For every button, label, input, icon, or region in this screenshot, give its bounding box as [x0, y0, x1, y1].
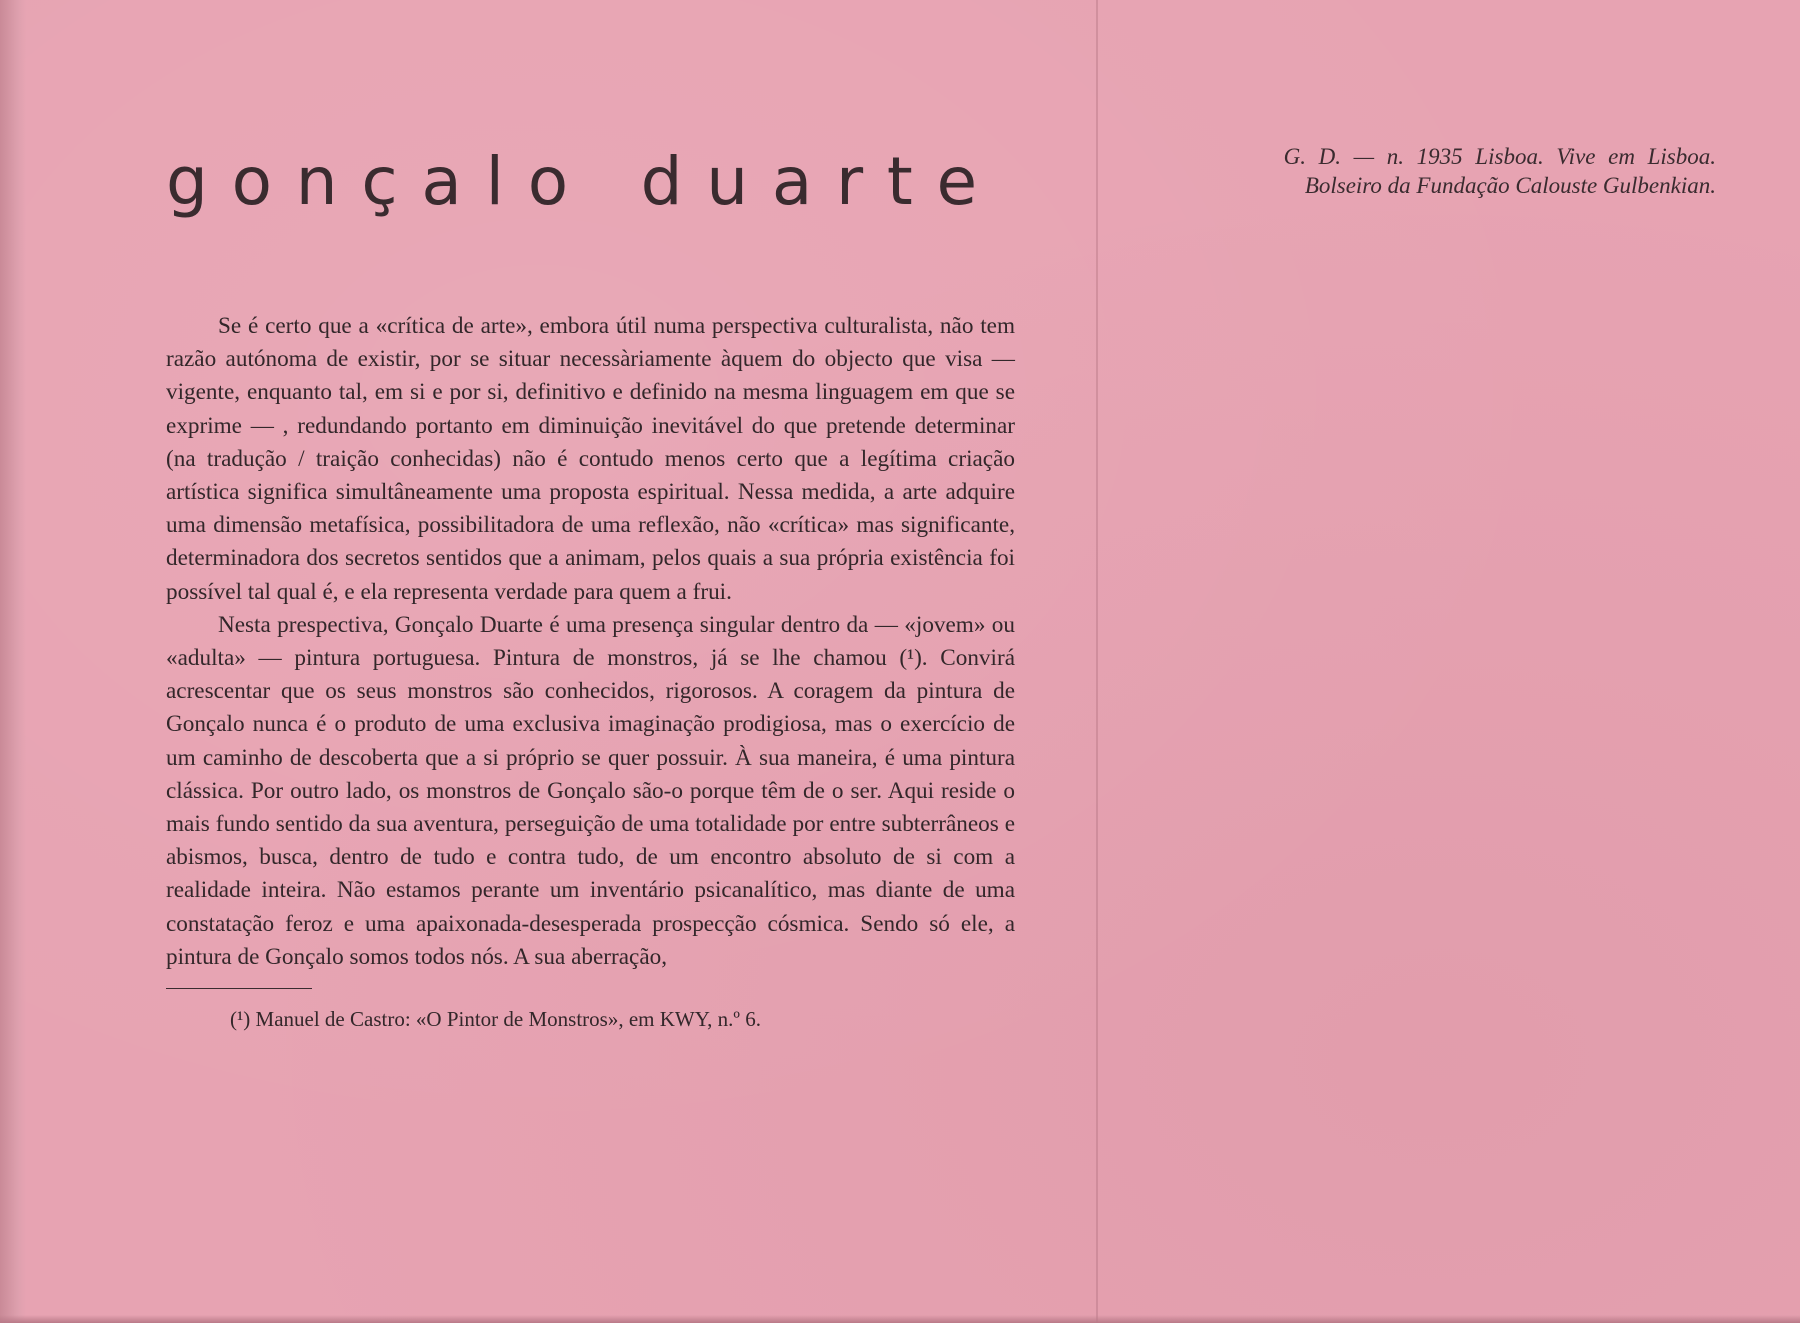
paragraph-1: Se é certo que a «crítica de arte», embora útil numa perspectiva culturalista, não tem razão autónoma de existir, por se situar necessàriamente àquem do objecto que visa — vigente, enquanto tal, em si e por si, definitivo e definido na mesma linguagem em que se exprime — , redundando portanto em diminuição inevitável do que pretende determinar (na tradução / traição conhecidas) não é contudo menos certo que a legítima criação artística significa simultâneamente uma proposta espiritual. Nessa medida, a arte adquire uma dimensão metafísica, possibilitadora de uma reflexão, não «crítica» mas significante, determinadora dos secretos sentidos que a animam, pelos quais a sua própria existência foi possível tal qual é, e ela representa verdade para quem a frui.: [166, 313, 1015, 605]
bio-line-grant: Bolseiro da Fundação Calouste Gulbenkian.: [1304, 173, 1716, 198]
article-body: [166, 310, 1015, 974]
paragraph-2: Nesta prespectiva, Gonçalo Duarte é uma presença singular dentro da — «jovem» ou «adulta» — pintura portuguesa. Pintura de monstros, já se lhe chamou (¹). Convirá acrescentar que os seus monstros são conhecidos, rigorosos. A coragem da pintura de Gonçalo nunca é o produto de uma exclusiva imaginação prodigiosa, mas o exercício de um caminho de descoberta que a si próprio se quer possuir. À sua maneira, é uma pintura clássica. Por outro lado, os monstros de Gonçalo são-o porque têm de o ser. Aqui reside o mais fundo sentido da sua aventura, perseguição de uma totalidade por entre subterrâneos e abismos, busca, dentro de tudo e contra tudo, de um encontro absoluto de si com a realidade inteira. Não estamos perante um inventário psicanalítico, mas diante de uma constatação feroz e uma apaixonada-desesperada prospecção cósmica. Sendo só ele, a pintura de Gonçalo somos todos nós. A sua aberração,: [166, 611, 1015, 970]
binding-edge: [0, 0, 26, 1323]
title-last-name: duarte: [640, 143, 1001, 220]
footnote-divider: [166, 988, 312, 989]
left-page: [166, 140, 1015, 1033]
bio-line-birth: G. D. — n. 1935 Lisboa. Vive em Lisboa.: [1283, 144, 1716, 169]
page-fold: [1096, 0, 1098, 1323]
title-first-name: gonçalo: [166, 143, 592, 220]
bottom-edge: [0, 1315, 1800, 1323]
right-page-bio: [1140, 142, 1716, 200]
article-title: [166, 140, 1015, 224]
footnote: (¹) Manuel de Castro: «O Pintor de Monstros», em KWY, n.º 6.: [230, 1007, 761, 1032]
